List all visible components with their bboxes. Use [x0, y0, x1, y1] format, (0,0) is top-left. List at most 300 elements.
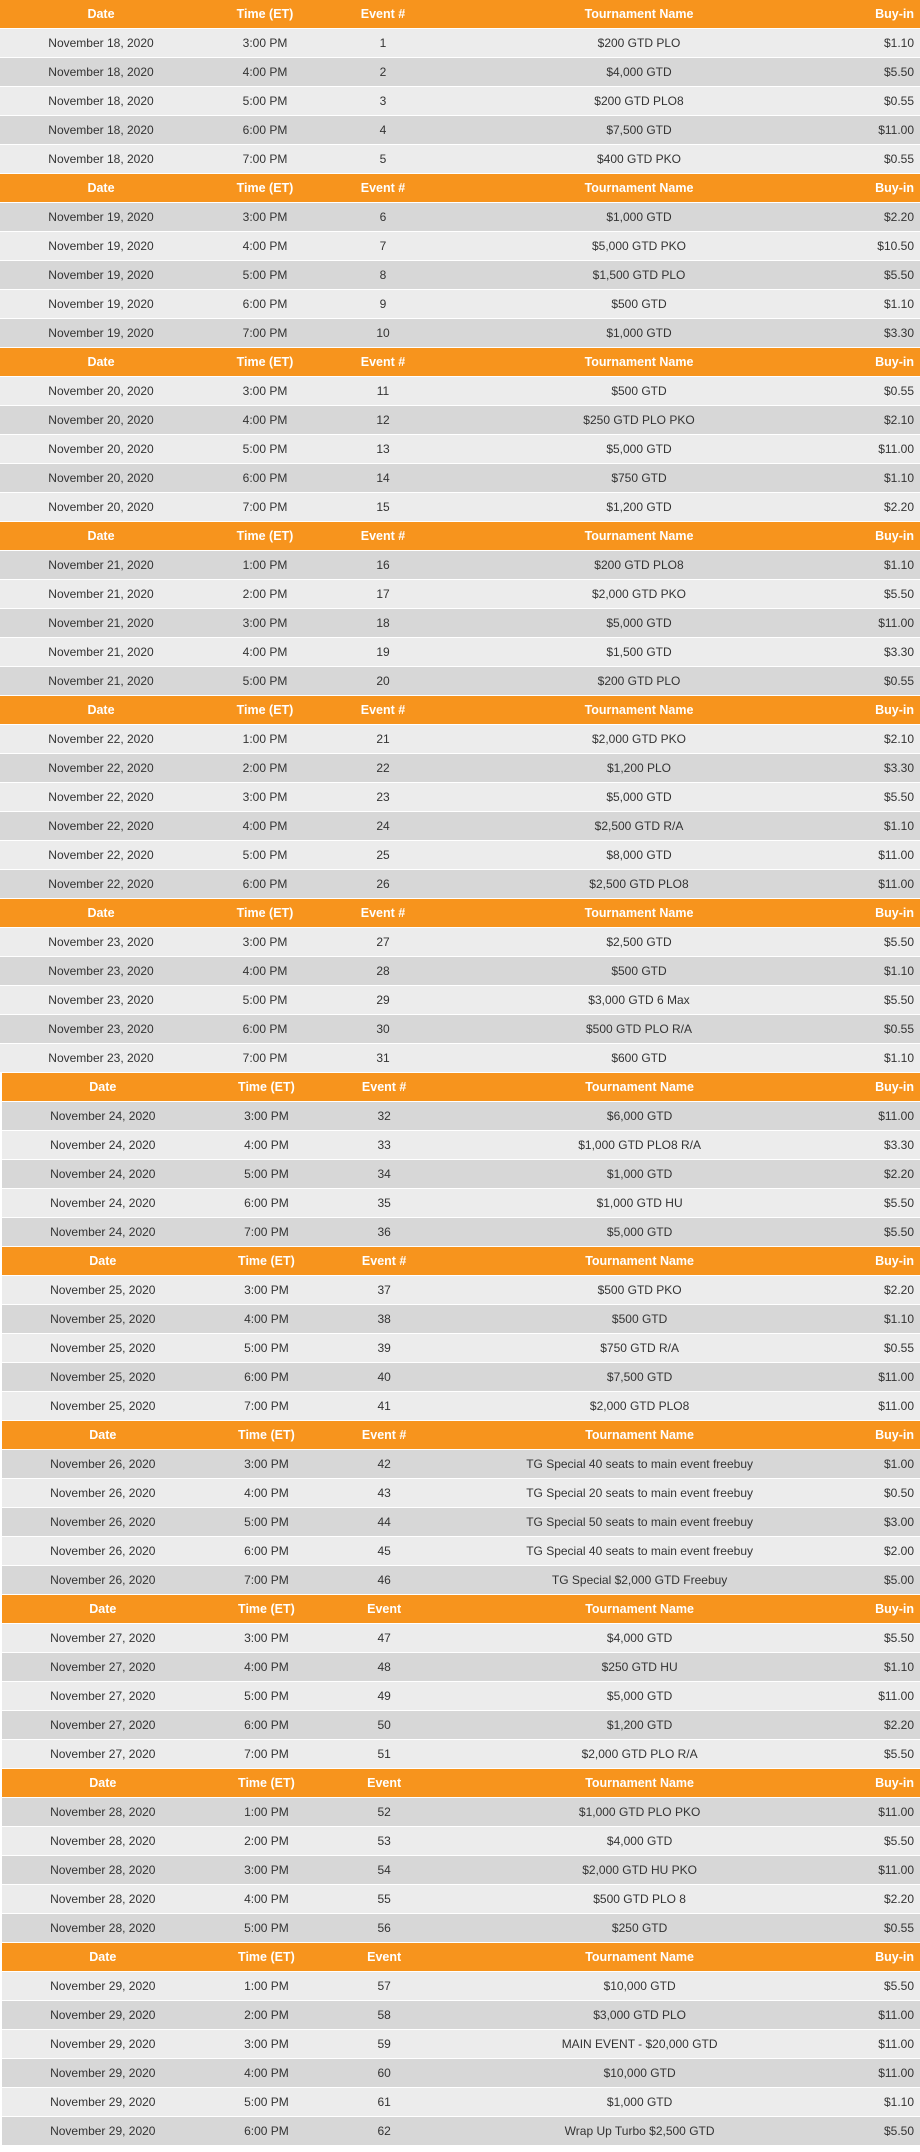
table-row: [2, 1885, 920, 1914]
date-header: Date: [87, 703, 115, 717]
time-cell: 5:00 PM: [242, 442, 288, 456]
date-cell: November 25, 2020: [50, 1370, 156, 1384]
table-row: [0, 464, 920, 493]
buy-in-cell: $11.00: [878, 2008, 915, 2022]
event-number-cell: 37: [377, 1283, 391, 1297]
table-row: [0, 1044, 920, 1073]
event-number-cell: 48: [377, 1660, 391, 1674]
table-row: [0, 754, 920, 783]
tournament-name-cell: MAIN EVENT - $20,000 GTD: [561, 2037, 718, 2051]
table-header-row: [2, 1247, 920, 1276]
date-cell: November 23, 2020: [48, 964, 154, 978]
tournament-name-cell: $7,500 GTD: [606, 1370, 673, 1384]
date-cell: November 26, 2020: [50, 1573, 156, 1587]
date-cell: November 29, 2020: [50, 1979, 156, 1993]
time-header: Time (ET): [238, 1254, 295, 1268]
tournament-name-cell: $5,000 GTD PKO: [591, 239, 687, 253]
buy-in-cell: $1.10: [883, 1660, 915, 1674]
time-cell: 3:00 PM: [242, 384, 288, 398]
table-row: [0, 145, 920, 174]
buy-in-cell: $0.50: [883, 1486, 915, 1500]
buy-in-cell: $2.20: [883, 1167, 915, 1181]
table-row: [2, 1682, 920, 1711]
table-header-row: [0, 174, 920, 203]
buy-in-cell: $5.50: [883, 1834, 915, 1848]
date-cell: November 25, 2020: [50, 1312, 156, 1326]
event-number-cell: 51: [377, 1747, 391, 1761]
tournament-name-cell: $2,500 GTD R/A: [594, 819, 684, 833]
date-cell: November 24, 2020: [50, 1225, 156, 1239]
event-number-cell: 52: [377, 1805, 391, 1819]
time-cell: 2:00 PM: [242, 587, 288, 601]
tournament-name-cell: $500 GTD PLO 8: [593, 1892, 686, 1906]
tournament-name-cell: $4,000 GTD: [606, 1631, 673, 1645]
date-header: Date: [89, 1080, 117, 1094]
date-cell: November 24, 2020: [50, 1196, 156, 1210]
date-cell: November 29, 2020: [50, 2066, 156, 2080]
time-cell: 1:00 PM: [242, 732, 288, 746]
date-cell: November 25, 2020: [50, 1341, 156, 1355]
day-block: [0, 0, 920, 174]
time-cell: 5:00 PM: [244, 1515, 289, 1529]
date-header: Date: [87, 355, 115, 369]
buy-in-cell: $5.50: [883, 2124, 915, 2138]
tournament-name-header: Tournament Name: [585, 1428, 695, 1442]
day-block: [0, 174, 920, 348]
date-cell: November 29, 2020: [50, 2037, 156, 2051]
buy-in-cell: $5.50: [883, 268, 914, 282]
event-header: Event #: [361, 1254, 407, 1268]
event-number-cell: 20: [376, 674, 390, 688]
time-cell: 7:00 PM: [242, 152, 288, 166]
table-row: [2, 1508, 920, 1537]
time-cell: 4:00 PM: [242, 645, 288, 659]
table-row: [2, 1653, 920, 1682]
tournament-name-cell: $2,000 GTD PKO: [591, 587, 687, 601]
time-cell: 7:00 PM: [242, 326, 288, 340]
table-row: [2, 1218, 920, 1247]
tournament-name-cell: $250 GTD PLO PKO: [583, 413, 695, 427]
buy-in-header: Buy-in: [875, 1776, 915, 1790]
table-row: [2, 1479, 920, 1508]
time-cell: 5:00 PM: [244, 1921, 289, 1935]
time-cell: 1:00 PM: [244, 1979, 289, 1993]
tournament-name-cell: $2,500 GTD: [606, 935, 672, 949]
table-row: [0, 58, 920, 87]
table-row: [2, 1189, 920, 1218]
event-number-cell: 23: [376, 790, 390, 804]
table-header-row: [0, 696, 920, 725]
date-header: Date: [87, 7, 115, 21]
tournament-name-header: Tournament Name: [585, 1080, 695, 1094]
buy-in-header: Buy-in: [875, 1080, 915, 1094]
time-cell: 5:00 PM: [242, 848, 288, 862]
buy-in-cell: $11.00: [878, 848, 914, 862]
event-number-cell: 18: [376, 616, 390, 630]
event-header: Event #: [361, 1428, 407, 1442]
date-cell: November 19, 2020: [48, 326, 154, 340]
date-cell: November 22, 2020: [48, 877, 154, 891]
event-header: Event #: [360, 181, 406, 195]
time-cell: 4:00 PM: [244, 1660, 289, 1674]
day-block: [0, 522, 920, 696]
tournament-name-cell: TG Special 50 seats to main event freebuy: [526, 1515, 753, 1529]
table-row: [2, 2001, 920, 2030]
tournament-name-cell: $1,500 GTD PLO: [592, 268, 686, 282]
tournament-name-cell: $3,000 GTD PLO: [593, 2008, 686, 2022]
tournament-name-cell: TG Special 20 seats to main event freebuy: [526, 1486, 753, 1500]
date-cell: November 23, 2020: [48, 1051, 154, 1065]
table-row: [0, 261, 920, 290]
tournament-name-cell: $1,000 GTD HU: [596, 1196, 683, 1210]
event-number-cell: 4: [379, 123, 387, 137]
table-row: [2, 1131, 920, 1160]
table-row: [2, 1566, 920, 1595]
time-cell: 5:00 PM: [242, 674, 288, 688]
time-cell: 3:00 PM: [242, 790, 288, 804]
table-row: [0, 87, 920, 116]
table-row: [2, 1711, 920, 1740]
event-number-cell: 16: [376, 558, 390, 572]
table-row: [2, 2059, 920, 2088]
tournament-name-cell: $2,500 GTD PLO8: [589, 877, 689, 891]
date-cell: November 26, 2020: [50, 1486, 156, 1500]
time-header: Time (ET): [236, 7, 294, 21]
date-header: Date: [89, 1428, 117, 1442]
buy-in-header: Buy-in: [875, 529, 914, 543]
buy-in-cell: $5.50: [883, 935, 914, 949]
tournament-name-header: Tournament Name: [584, 906, 694, 920]
buy-in-header: Buy-in: [875, 1254, 915, 1268]
event-number-cell: 55: [377, 1892, 391, 1906]
time-cell: 6:00 PM: [244, 1718, 289, 1732]
date-cell: November 28, 2020: [50, 1834, 156, 1848]
tournament-name-cell: $2,000 GTD HU PKO: [582, 1863, 697, 1877]
buy-in-cell: $5.50: [883, 1225, 915, 1239]
date-header: Date: [89, 1950, 117, 1964]
date-header: Date: [87, 906, 115, 920]
event-number-cell: 32: [377, 1109, 391, 1123]
event-number-cell: 31: [376, 1051, 390, 1065]
tournament-name-cell: $1,000 GTD PLO PKO: [578, 1805, 701, 1819]
time-cell: 3:00 PM: [244, 1457, 289, 1471]
event-number-cell: 53: [377, 1834, 391, 1848]
tournament-name-cell: $3,000 GTD 6 Max: [588, 993, 690, 1007]
buy-in-cell: $2.10: [883, 413, 914, 427]
time-cell: 4:00 PM: [244, 1892, 289, 1906]
event-number-cell: 46: [377, 1573, 391, 1587]
time-cell: 5:00 PM: [244, 1689, 289, 1703]
tournament-name-header: Tournament Name: [584, 529, 694, 543]
time-cell: 4:00 PM: [244, 1138, 289, 1152]
tournament-name-cell: $10,000 GTD: [603, 2066, 676, 2080]
date-cell: November 24, 2020: [50, 1109, 156, 1123]
date-cell: November 28, 2020: [50, 1921, 156, 1935]
date-cell: November 21, 2020: [48, 616, 154, 630]
tournament-name-header: Tournament Name: [585, 1254, 695, 1268]
table-row: [2, 1972, 920, 2001]
buy-in-cell: $1.10: [883, 36, 914, 50]
time-cell: 4:00 PM: [242, 65, 288, 79]
date-cell: November 23, 2020: [48, 935, 154, 949]
table-row: [0, 870, 920, 899]
buy-in-cell: $0.55: [883, 1921, 915, 1935]
time-cell: 6:00 PM: [244, 1544, 289, 1558]
table-row: [0, 377, 920, 406]
buy-in-cell: $11.00: [878, 1370, 915, 1384]
tournament-name-cell: $4,000 GTD: [606, 65, 672, 79]
event-header: Event #: [360, 703, 406, 717]
time-header: Time (ET): [238, 1950, 295, 1964]
date-header: Date: [89, 1776, 117, 1790]
event-number-cell: 2: [379, 65, 387, 79]
event-header: Event: [367, 1950, 402, 1964]
time-cell: 7:00 PM: [242, 500, 288, 514]
date-cell: November 20, 2020: [48, 500, 154, 514]
date-cell: November 29, 2020: [50, 2095, 156, 2109]
table-row: [2, 1392, 920, 1421]
event-number-cell: 13: [376, 442, 390, 456]
date-cell: November 21, 2020: [48, 558, 154, 572]
table-header-row: [0, 899, 920, 928]
time-cell: 4:00 PM: [242, 239, 288, 253]
buy-in-cell: $5.50: [883, 587, 914, 601]
time-cell: 2:00 PM: [244, 1834, 289, 1848]
table-row: [0, 1015, 920, 1044]
tournament-name-cell: $1,200 PLO: [606, 761, 672, 775]
buy-in-cell: $11.00: [878, 1109, 915, 1123]
event-number-cell: 58: [377, 2008, 391, 2022]
buy-in-cell: $0.55: [883, 384, 914, 398]
event-number-cell: 25: [376, 848, 390, 862]
buy-in-cell: $3.00: [883, 1515, 915, 1529]
buy-in-header: Buy-in: [875, 355, 914, 369]
table-row: [0, 725, 920, 754]
date-cell: November 22, 2020: [48, 819, 154, 833]
tournament-name-header: Tournament Name: [584, 355, 694, 369]
table-row: [2, 1624, 920, 1653]
time-cell: 6:00 PM: [242, 1022, 288, 1036]
buy-in-cell: $5.50: [883, 790, 914, 804]
buy-in-header: Buy-in: [875, 7, 914, 21]
buy-in-cell: $5.50: [883, 1747, 915, 1761]
table-row: [2, 1102, 920, 1131]
table-row: [2, 1334, 920, 1363]
date-cell: November 20, 2020: [48, 471, 154, 485]
table-row: [2, 2030, 920, 2059]
buy-in-cell: $1.10: [883, 471, 914, 485]
event-header: Event: [367, 1602, 402, 1616]
event-number-cell: 54: [377, 1863, 391, 1877]
event-header: Event: [367, 1776, 402, 1790]
table-row: [0, 928, 920, 957]
event-number-cell: 39: [377, 1341, 391, 1355]
day-block: [2, 1247, 920, 1421]
event-number-cell: 44: [377, 1515, 391, 1529]
table-row: [0, 812, 920, 841]
time-cell: 6:00 PM: [242, 877, 288, 891]
buy-in-cell: $0.55: [883, 674, 914, 688]
time-cell: 3:00 PM: [244, 2037, 289, 2051]
tournament-name-cell: $2,000 GTD PKO: [591, 732, 687, 746]
time-cell: 5:00 PM: [242, 993, 288, 1007]
tournament-name-cell: Wrap Up Turbo $2,500 GTD: [564, 2124, 715, 2138]
day-block: [0, 899, 920, 1073]
buy-in-cell: $11.00: [878, 877, 914, 891]
event-number-cell: 1: [379, 36, 387, 50]
buy-in-header: Buy-in: [875, 906, 914, 920]
table-row: [2, 2117, 920, 2146]
event-number-cell: 43: [377, 1486, 391, 1500]
event-number-cell: 26: [376, 877, 390, 891]
buy-in-cell: $1.10: [883, 2095, 915, 2109]
day-block: [0, 696, 920, 899]
tournament-name-cell: $5,000 GTD: [606, 1689, 673, 1703]
table-row: [0, 609, 920, 638]
event-number-cell: 45: [377, 1544, 391, 1558]
event-header: Event #: [361, 1080, 407, 1094]
buy-in-cell: $1.10: [883, 964, 914, 978]
buy-in-cell: $11.00: [878, 1805, 915, 1819]
time-cell: 6:00 PM: [244, 1370, 289, 1384]
date-cell: November 28, 2020: [50, 1892, 156, 1906]
event-number-cell: 33: [377, 1138, 391, 1152]
date-cell: November 22, 2020: [48, 790, 154, 804]
event-number-cell: 10: [376, 326, 390, 340]
day-block: [2, 1421, 920, 1595]
day-block: [2, 1943, 920, 2146]
buy-in-cell: $3.30: [883, 645, 914, 659]
buy-in-cell: $2.20: [883, 1718, 915, 1732]
tournament-name-cell: $8,000 GTD: [606, 848, 672, 862]
time-header: Time (ET): [236, 906, 294, 920]
table-header-row: [2, 1421, 920, 1450]
tournament-name-cell: $2,000 GTD PLO R/A: [581, 1747, 698, 1761]
event-number-cell: 21: [376, 732, 390, 746]
date-cell: November 18, 2020: [48, 65, 154, 79]
buy-in-cell: $1.10: [883, 558, 914, 572]
time-header: Time (ET): [236, 703, 294, 717]
buy-in-cell: $5.50: [883, 1631, 915, 1645]
table-row: [0, 493, 920, 522]
table-row: [0, 986, 920, 1015]
table-row: [0, 551, 920, 580]
time-cell: 5:00 PM: [244, 1341, 289, 1355]
tournament-name-cell: $2,000 GTD PLO8: [589, 1399, 690, 1413]
time-cell: 5:00 PM: [244, 1167, 289, 1181]
buy-in-cell: $1.10: [883, 1051, 914, 1065]
date-cell: November 20, 2020: [48, 384, 154, 398]
event-number-cell: 3: [379, 94, 387, 108]
time-cell: 6:00 PM: [244, 2124, 289, 2138]
tournament-name-cell: $600 GTD: [611, 1051, 667, 1065]
date-cell: November 26, 2020: [50, 1544, 156, 1558]
buy-in-cell: $5.00: [883, 1573, 915, 1587]
date-header: Date: [87, 529, 115, 543]
table-row: [2, 1305, 920, 1334]
buy-in-cell: $1.10: [883, 297, 914, 311]
date-cell: November 22, 2020: [48, 848, 154, 862]
table-row: [2, 1276, 920, 1305]
table-row: [0, 435, 920, 464]
time-cell: 6:00 PM: [242, 123, 288, 137]
event-number-cell: 50: [377, 1718, 391, 1732]
event-number-cell: 34: [377, 1167, 391, 1181]
table-row: [0, 290, 920, 319]
time-cell: 3:00 PM: [244, 1283, 289, 1297]
table-header-row: [2, 1073, 920, 1102]
buy-in-cell: $1.00: [883, 1457, 915, 1471]
table-row: [0, 580, 920, 609]
tournament-name-header: Tournament Name: [585, 1776, 695, 1790]
table-row: [0, 116, 920, 145]
time-cell: 4:00 PM: [242, 964, 288, 978]
event-header: Event #: [360, 355, 406, 369]
event-number-cell: 28: [376, 964, 390, 978]
event-number-cell: 27: [376, 935, 390, 949]
buy-in-cell: $3.30: [883, 1138, 915, 1152]
buy-in-cell: $2.20: [883, 210, 914, 224]
buy-in-header: Buy-in: [875, 1428, 915, 1442]
buy-in-cell: $0.55: [883, 1341, 915, 1355]
date-cell: November 19, 2020: [48, 239, 154, 253]
time-cell: 7:00 PM: [242, 1051, 288, 1065]
date-cell: November 19, 2020: [48, 297, 154, 311]
time-header: Time (ET): [238, 1428, 295, 1442]
tournament-name-cell: $1,000 GTD: [606, 2095, 673, 2109]
buy-in-cell: $0.55: [883, 152, 914, 166]
time-cell: 2:00 PM: [244, 2008, 289, 2022]
tournament-name-cell: $1,500 GTD: [606, 645, 672, 659]
buy-in-cell: $11.00: [878, 1399, 915, 1413]
buy-in-header: Buy-in: [875, 181, 914, 195]
time-header: Time (ET): [238, 1080, 295, 1094]
date-cell: November 29, 2020: [50, 2008, 156, 2022]
tournament-name-cell: $1,000 GTD: [606, 326, 672, 340]
buy-in-cell: $2.10: [883, 732, 914, 746]
tournament-name-cell: $500 GTD PKO: [597, 1283, 682, 1297]
table-header-row: [0, 0, 920, 29]
tournament-name-header: Tournament Name: [584, 7, 694, 21]
buy-in-cell: $11.00: [878, 1863, 915, 1877]
date-cell: November 19, 2020: [48, 210, 154, 224]
event-number-cell: 9: [379, 297, 387, 311]
event-number-cell: 62: [377, 2124, 391, 2138]
event-number-cell: 7: [379, 239, 387, 253]
buy-in-cell: $0.55: [883, 1022, 914, 1036]
tournament-name-cell: $250 GTD HU: [601, 1660, 678, 1674]
date-cell: November 18, 2020: [48, 123, 154, 137]
buy-in-cell: $5.50: [883, 993, 914, 1007]
date-cell: November 18, 2020: [48, 152, 154, 166]
date-cell: November 28, 2020: [50, 1863, 156, 1877]
tournament-name-cell: $200 GTD PLO: [597, 36, 681, 50]
date-cell: November 25, 2020: [50, 1283, 156, 1297]
event-number-cell: 15: [376, 500, 390, 514]
table-row: [2, 1798, 920, 1827]
time-cell: 6:00 PM: [242, 297, 288, 311]
event-number-cell: 19: [376, 645, 390, 659]
day-block: [2, 1073, 920, 1247]
date-cell: November 21, 2020: [48, 674, 154, 688]
tournament-name-cell: $5,000 GTD: [606, 616, 672, 630]
date-cell: November 23, 2020: [48, 1022, 154, 1036]
tournament-name-cell: $500 GTD: [611, 297, 667, 311]
time-cell: 4:00 PM: [244, 1312, 289, 1326]
event-number-cell: 36: [377, 1225, 391, 1239]
tournament-name-cell: $6,000 GTD: [606, 1109, 673, 1123]
event-number-cell: 47: [377, 1631, 391, 1645]
